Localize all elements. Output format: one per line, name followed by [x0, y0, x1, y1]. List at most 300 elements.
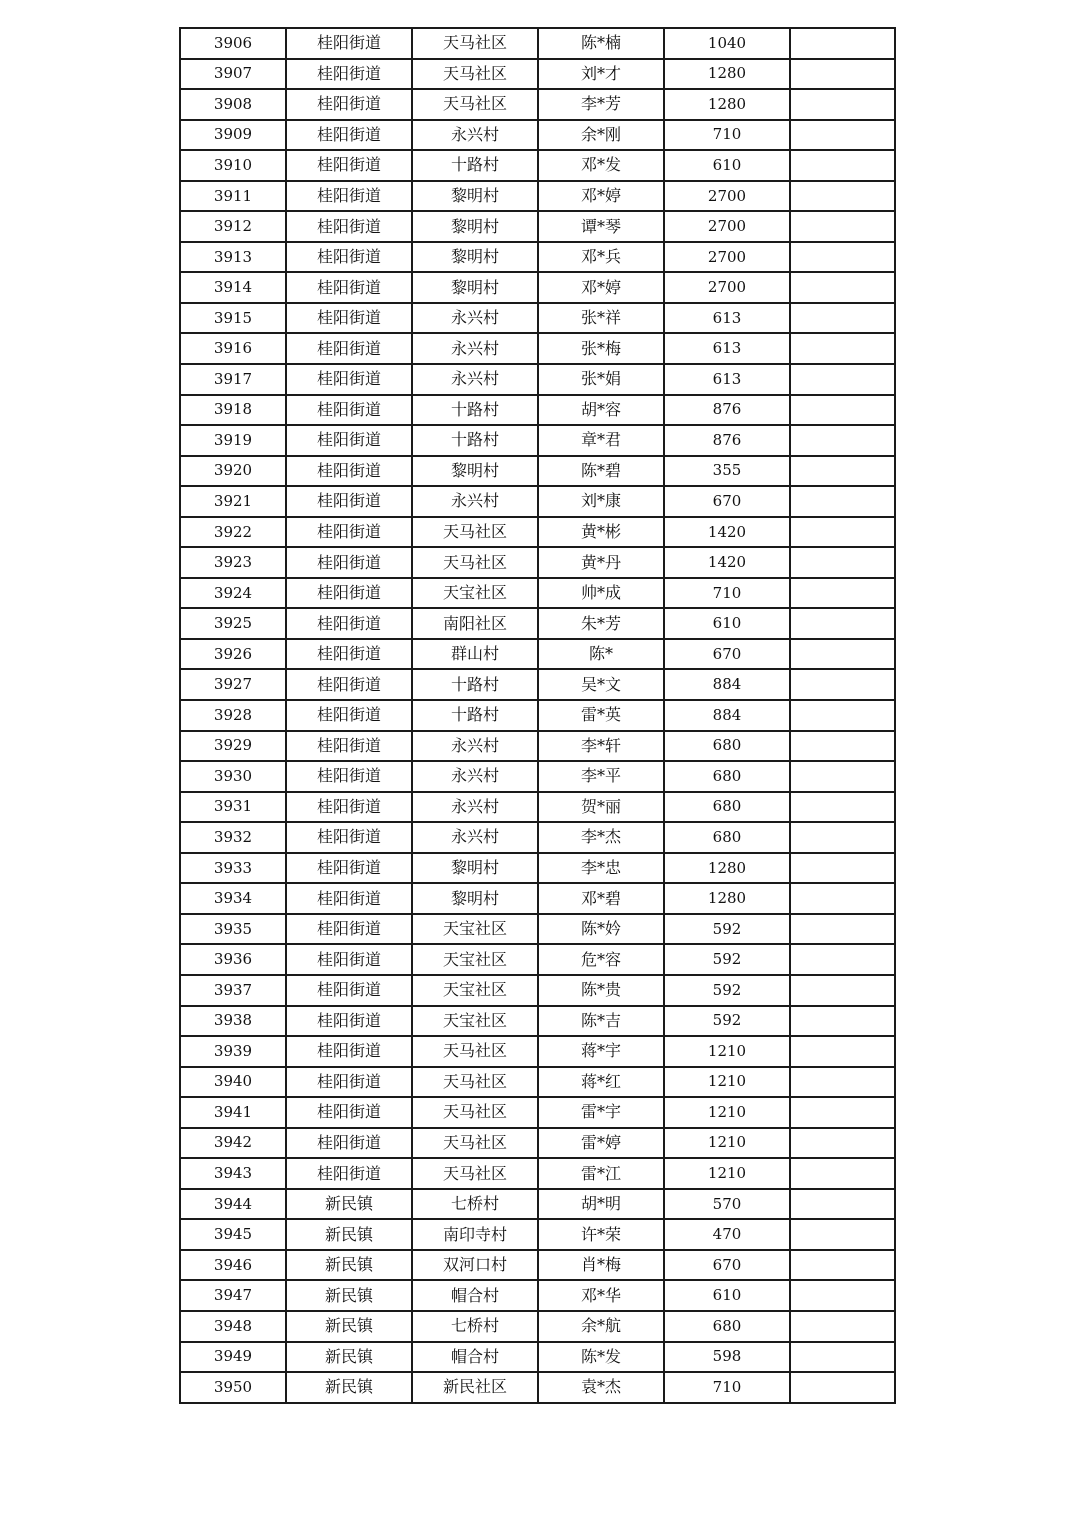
cell-person-name: 李*轩: [538, 731, 664, 762]
cell-village: 天宝社区: [412, 944, 538, 975]
cell-note: [790, 364, 895, 395]
cell-amount: 670: [664, 639, 790, 670]
cell-town: 桂阳街道: [286, 1006, 412, 1037]
cell-amount: 355: [664, 456, 790, 487]
cell-amount: 1280: [664, 59, 790, 90]
table-row: [180, 1128, 895, 1159]
cell-note: [790, 914, 895, 945]
cell-amount: 570: [664, 1189, 790, 1220]
cell-town: 桂阳街道: [286, 914, 412, 945]
cell-town: 新民镇: [286, 1219, 412, 1250]
cell-person-name: 陈*楠: [538, 28, 664, 59]
cell-person-name: 邓*兵: [538, 242, 664, 273]
table-row: [180, 853, 895, 884]
table-row: [180, 1280, 895, 1311]
cell-note: [790, 1280, 895, 1311]
table-row: [180, 456, 895, 487]
cell-serial-number: 3943: [180, 1158, 286, 1189]
cell-town: 桂阳街道: [286, 608, 412, 639]
cell-amount: 592: [664, 975, 790, 1006]
cell-amount: 680: [664, 761, 790, 792]
cell-town: 桂阳街道: [286, 456, 412, 487]
cell-amount: 680: [664, 792, 790, 823]
table-row: [180, 242, 895, 273]
table-row: [180, 883, 895, 914]
cell-note: [790, 1006, 895, 1037]
cell-amount: 613: [664, 303, 790, 334]
cell-town: 桂阳街道: [286, 761, 412, 792]
cell-serial-number: 3944: [180, 1189, 286, 1220]
cell-note: [790, 1128, 895, 1159]
cell-person-name: 谭*琴: [538, 211, 664, 242]
cell-village: 十路村: [412, 669, 538, 700]
cell-note: [790, 1311, 895, 1342]
cell-amount: 876: [664, 425, 790, 456]
cell-serial-number: 3932: [180, 822, 286, 853]
cell-amount: 1420: [664, 517, 790, 548]
cell-village: 永兴村: [412, 333, 538, 364]
cell-village: 新民社区: [412, 1372, 538, 1403]
cell-serial-number: 3908: [180, 89, 286, 120]
cell-person-name: 陈*妗: [538, 914, 664, 945]
cell-note: [790, 547, 895, 578]
cell-note: [790, 120, 895, 151]
cell-note: [790, 395, 895, 426]
cell-person-name: 邓*婷: [538, 181, 664, 212]
cell-person-name: 雷*江: [538, 1158, 664, 1189]
table-row: [180, 578, 895, 609]
cell-town: 桂阳街道: [286, 181, 412, 212]
cell-village: 双河口村: [412, 1250, 538, 1281]
cell-note: [790, 1158, 895, 1189]
cell-village: 天马社区: [412, 1097, 538, 1128]
cell-amount: 598: [664, 1342, 790, 1373]
cell-amount: 670: [664, 486, 790, 517]
table-row: [180, 639, 895, 670]
cell-town: 新民镇: [286, 1189, 412, 1220]
cell-village: 永兴村: [412, 303, 538, 334]
cell-note: [790, 883, 895, 914]
cell-serial-number: 3926: [180, 639, 286, 670]
cell-serial-number: 3906: [180, 28, 286, 59]
cell-amount: 610: [664, 608, 790, 639]
cell-town: 新民镇: [286, 1372, 412, 1403]
table-row: [180, 1311, 895, 1342]
cell-village: 天马社区: [412, 1067, 538, 1098]
cell-amount: 2700: [664, 242, 790, 273]
cell-village: 永兴村: [412, 761, 538, 792]
cell-town: 桂阳街道: [286, 395, 412, 426]
cell-serial-number: 3947: [180, 1280, 286, 1311]
cell-person-name: 邓*碧: [538, 883, 664, 914]
cell-amount: 2700: [664, 211, 790, 242]
cell-person-name: 章*君: [538, 425, 664, 456]
cell-person-name: 黄*彬: [538, 517, 664, 548]
cell-village: 帽合村: [412, 1342, 538, 1373]
cell-person-name: 贺*丽: [538, 792, 664, 823]
cell-village: 永兴村: [412, 731, 538, 762]
cell-amount: 884: [664, 669, 790, 700]
cell-person-name: 邓*华: [538, 1280, 664, 1311]
cell-village: 天宝社区: [412, 975, 538, 1006]
cell-note: [790, 28, 895, 59]
cell-village: 永兴村: [412, 364, 538, 395]
cell-note: [790, 1067, 895, 1098]
cell-town: 桂阳街道: [286, 853, 412, 884]
table-row: [180, 608, 895, 639]
cell-village: 黎明村: [412, 456, 538, 487]
cell-town: 桂阳街道: [286, 1097, 412, 1128]
cell-note: [790, 639, 895, 670]
cell-note: [790, 272, 895, 303]
table-row: [180, 731, 895, 762]
cell-person-name: 张*祥: [538, 303, 664, 334]
cell-amount: 1420: [664, 547, 790, 578]
table-row: [180, 303, 895, 334]
cell-town: 桂阳街道: [286, 517, 412, 548]
table-row: [180, 211, 895, 242]
cell-person-name: 蒋*红: [538, 1067, 664, 1098]
cell-person-name: 帅*成: [538, 578, 664, 609]
cell-amount: 680: [664, 1311, 790, 1342]
table-row: [180, 364, 895, 395]
cell-note: [790, 1036, 895, 1067]
cell-serial-number: 3924: [180, 578, 286, 609]
cell-amount: 610: [664, 150, 790, 181]
cell-town: 新民镇: [286, 1342, 412, 1373]
cell-town: 桂阳街道: [286, 120, 412, 151]
cell-serial-number: 3931: [180, 792, 286, 823]
cell-amount: 670: [664, 1250, 790, 1281]
cell-village: 天马社区: [412, 1036, 538, 1067]
cell-amount: 1210: [664, 1097, 790, 1128]
cell-person-name: 雷*英: [538, 700, 664, 731]
cell-serial-number: 3911: [180, 181, 286, 212]
cell-note: [790, 669, 895, 700]
cell-serial-number: 3912: [180, 211, 286, 242]
cell-note: [790, 1342, 895, 1373]
cell-village: 十路村: [412, 395, 538, 426]
cell-village: 十路村: [412, 700, 538, 731]
cell-note: [790, 456, 895, 487]
cell-serial-number: 3917: [180, 364, 286, 395]
cell-village: 南阳社区: [412, 608, 538, 639]
cell-village: 群山村: [412, 639, 538, 670]
cell-note: [790, 211, 895, 242]
cell-person-name: 李*忠: [538, 853, 664, 884]
table-row: [180, 28, 895, 59]
cell-village: 七桥村: [412, 1311, 538, 1342]
cell-town: 桂阳街道: [286, 944, 412, 975]
table-row: [180, 792, 895, 823]
cell-amount: 2700: [664, 272, 790, 303]
cell-village: 天宝社区: [412, 1006, 538, 1037]
cell-person-name: 雷*婷: [538, 1128, 664, 1159]
cell-person-name: 余*航: [538, 1311, 664, 1342]
cell-village: 天马社区: [412, 547, 538, 578]
cell-amount: 592: [664, 1006, 790, 1037]
cell-person-name: 李*芳: [538, 89, 664, 120]
cell-note: [790, 700, 895, 731]
cell-village: 黎明村: [412, 242, 538, 273]
cell-amount: 2700: [664, 181, 790, 212]
cell-person-name: 陈*: [538, 639, 664, 670]
cell-person-name: 陈*碧: [538, 456, 664, 487]
cell-town: 桂阳街道: [286, 333, 412, 364]
cell-town: 新民镇: [286, 1280, 412, 1311]
cell-serial-number: 3934: [180, 883, 286, 914]
cell-village: 天马社区: [412, 59, 538, 90]
cell-town: 桂阳街道: [286, 1036, 412, 1067]
cell-town: 桂阳街道: [286, 883, 412, 914]
cell-town: 桂阳街道: [286, 822, 412, 853]
cell-village: 黎明村: [412, 272, 538, 303]
cell-note: [790, 242, 895, 273]
table-row: [180, 181, 895, 212]
cell-person-name: 胡*明: [538, 1189, 664, 1220]
cell-serial-number: 3940: [180, 1067, 286, 1098]
cell-town: 桂阳街道: [286, 1128, 412, 1159]
cell-village: 天马社区: [412, 1128, 538, 1159]
cell-amount: 884: [664, 700, 790, 731]
cell-village: 黎明村: [412, 181, 538, 212]
table-row: [180, 914, 895, 945]
cell-note: [790, 578, 895, 609]
subsidy-table: [179, 27, 896, 1404]
cell-village: 帽合村: [412, 1280, 538, 1311]
cell-person-name: 张*梅: [538, 333, 664, 364]
table-row: [180, 1372, 895, 1403]
cell-note: [790, 303, 895, 334]
cell-town: 桂阳街道: [286, 547, 412, 578]
cell-serial-number: 3942: [180, 1128, 286, 1159]
cell-amount: 613: [664, 364, 790, 395]
table-row: [180, 272, 895, 303]
cell-serial-number: 3918: [180, 395, 286, 426]
table-row: [180, 120, 895, 151]
cell-amount: 1210: [664, 1067, 790, 1098]
cell-town: 桂阳街道: [286, 425, 412, 456]
cell-town: 桂阳街道: [286, 486, 412, 517]
cell-village: 永兴村: [412, 120, 538, 151]
cell-note: [790, 731, 895, 762]
cell-person-name: 雷*宇: [538, 1097, 664, 1128]
cell-amount: 470: [664, 1219, 790, 1250]
cell-person-name: 李*杰: [538, 822, 664, 853]
table-row: [180, 486, 895, 517]
cell-town: 桂阳街道: [286, 59, 412, 90]
table-row: [180, 395, 895, 426]
cell-person-name: 刘*康: [538, 486, 664, 517]
cell-village: 永兴村: [412, 486, 538, 517]
cell-village: 十路村: [412, 425, 538, 456]
cell-serial-number: 3920: [180, 456, 286, 487]
cell-town: 新民镇: [286, 1311, 412, 1342]
cell-village: 永兴村: [412, 822, 538, 853]
table-row: [180, 1158, 895, 1189]
cell-note: [790, 1372, 895, 1403]
cell-note: [790, 59, 895, 90]
cell-amount: 1040: [664, 28, 790, 59]
cell-village: 南印寺村: [412, 1219, 538, 1250]
cell-person-name: 袁*杰: [538, 1372, 664, 1403]
cell-serial-number: 3950: [180, 1372, 286, 1403]
cell-serial-number: 3928: [180, 700, 286, 731]
cell-serial-number: 3933: [180, 853, 286, 884]
table-row: [180, 425, 895, 456]
cell-note: [790, 1250, 895, 1281]
cell-serial-number: 3949: [180, 1342, 286, 1373]
cell-note: [790, 853, 895, 884]
table-row: [180, 1067, 895, 1098]
cell-note: [790, 792, 895, 823]
table-row: [180, 822, 895, 853]
cell-amount: 876: [664, 395, 790, 426]
cell-town: 桂阳街道: [286, 242, 412, 273]
cell-person-name: 陈*贵: [538, 975, 664, 1006]
cell-person-name: 陈*发: [538, 1342, 664, 1373]
table-row: [180, 669, 895, 700]
cell-amount: 680: [664, 822, 790, 853]
cell-serial-number: 3919: [180, 425, 286, 456]
cell-village: 天马社区: [412, 28, 538, 59]
cell-amount: 1210: [664, 1036, 790, 1067]
cell-town: 桂阳街道: [286, 669, 412, 700]
cell-note: [790, 150, 895, 181]
table-row: [180, 944, 895, 975]
table-row: [180, 975, 895, 1006]
cell-person-name: 肖*梅: [538, 1250, 664, 1281]
cell-note: [790, 425, 895, 456]
cell-note: [790, 944, 895, 975]
cell-town: 桂阳街道: [286, 1158, 412, 1189]
table-row: [180, 1189, 895, 1220]
cell-serial-number: 3945: [180, 1219, 286, 1250]
cell-serial-number: 3939: [180, 1036, 286, 1067]
cell-serial-number: 3909: [180, 120, 286, 151]
cell-person-name: 张*娟: [538, 364, 664, 395]
cell-person-name: 朱*芳: [538, 608, 664, 639]
cell-note: [790, 181, 895, 212]
cell-serial-number: 3927: [180, 669, 286, 700]
cell-person-name: 余*刚: [538, 120, 664, 151]
table-row: [180, 333, 895, 364]
cell-note: [790, 1189, 895, 1220]
cell-amount: 592: [664, 914, 790, 945]
cell-village: 天马社区: [412, 89, 538, 120]
cell-town: 桂阳街道: [286, 700, 412, 731]
cell-village: 天马社区: [412, 517, 538, 548]
table-row: [180, 1250, 895, 1281]
cell-town: 桂阳街道: [286, 272, 412, 303]
cell-serial-number: 3923: [180, 547, 286, 578]
cell-town: 桂阳街道: [286, 731, 412, 762]
cell-note: [790, 486, 895, 517]
cell-town: 桂阳街道: [286, 578, 412, 609]
cell-person-name: 李*平: [538, 761, 664, 792]
cell-serial-number: 3935: [180, 914, 286, 945]
cell-amount: 1280: [664, 883, 790, 914]
cell-serial-number: 3938: [180, 1006, 286, 1037]
cell-serial-number: 3948: [180, 1311, 286, 1342]
cell-note: [790, 89, 895, 120]
cell-note: [790, 333, 895, 364]
cell-amount: 1280: [664, 89, 790, 120]
table-row: [180, 1036, 895, 1067]
cell-serial-number: 3921: [180, 486, 286, 517]
table-row: [180, 59, 895, 90]
cell-person-name: 吴*文: [538, 669, 664, 700]
cell-town: 新民镇: [286, 1250, 412, 1281]
cell-note: [790, 608, 895, 639]
cell-amount: 1210: [664, 1158, 790, 1189]
cell-village: 天马社区: [412, 1158, 538, 1189]
cell-town: 桂阳街道: [286, 364, 412, 395]
cell-person-name: 黄*丹: [538, 547, 664, 578]
cell-town: 桂阳街道: [286, 89, 412, 120]
cell-town: 桂阳街道: [286, 1067, 412, 1098]
cell-note: [790, 1219, 895, 1250]
cell-serial-number: 3937: [180, 975, 286, 1006]
cell-serial-number: 3907: [180, 59, 286, 90]
cell-person-name: 邓*婷: [538, 272, 664, 303]
cell-town: 桂阳街道: [286, 975, 412, 1006]
cell-serial-number: 3914: [180, 272, 286, 303]
cell-note: [790, 761, 895, 792]
cell-note: [790, 975, 895, 1006]
cell-person-name: 刘*才: [538, 59, 664, 90]
cell-person-name: 危*容: [538, 944, 664, 975]
table-row: [180, 150, 895, 181]
cell-village: 天宝社区: [412, 578, 538, 609]
table-row: [180, 700, 895, 731]
cell-amount: 592: [664, 944, 790, 975]
table-row: [180, 547, 895, 578]
table-row: [180, 1342, 895, 1373]
cell-town: 桂阳街道: [286, 303, 412, 334]
cell-serial-number: 3946: [180, 1250, 286, 1281]
cell-serial-number: 3922: [180, 517, 286, 548]
cell-serial-number: 3925: [180, 608, 286, 639]
cell-village: 黎明村: [412, 883, 538, 914]
cell-amount: 1210: [664, 1128, 790, 1159]
cell-person-name: 许*荣: [538, 1219, 664, 1250]
cell-village: 黎明村: [412, 211, 538, 242]
cell-note: [790, 822, 895, 853]
cell-person-name: 陈*吉: [538, 1006, 664, 1037]
cell-village: 永兴村: [412, 792, 538, 823]
cell-amount: 613: [664, 333, 790, 364]
cell-note: [790, 1097, 895, 1128]
cell-village: 天宝社区: [412, 914, 538, 945]
cell-amount: 610: [664, 1280, 790, 1311]
table-row: [180, 1219, 895, 1250]
table-row: [180, 1006, 895, 1037]
cell-town: 桂阳街道: [286, 150, 412, 181]
cell-village: 十路村: [412, 150, 538, 181]
cell-village: 黎明村: [412, 853, 538, 884]
cell-person-name: 邓*发: [538, 150, 664, 181]
cell-amount: 710: [664, 120, 790, 151]
cell-serial-number: 3936: [180, 944, 286, 975]
table-row: [180, 1097, 895, 1128]
cell-serial-number: 3916: [180, 333, 286, 364]
table-body: [180, 28, 895, 1403]
cell-amount: 710: [664, 1372, 790, 1403]
cell-serial-number: 3913: [180, 242, 286, 273]
cell-village: 七桥村: [412, 1189, 538, 1220]
cell-town: 桂阳街道: [286, 28, 412, 59]
